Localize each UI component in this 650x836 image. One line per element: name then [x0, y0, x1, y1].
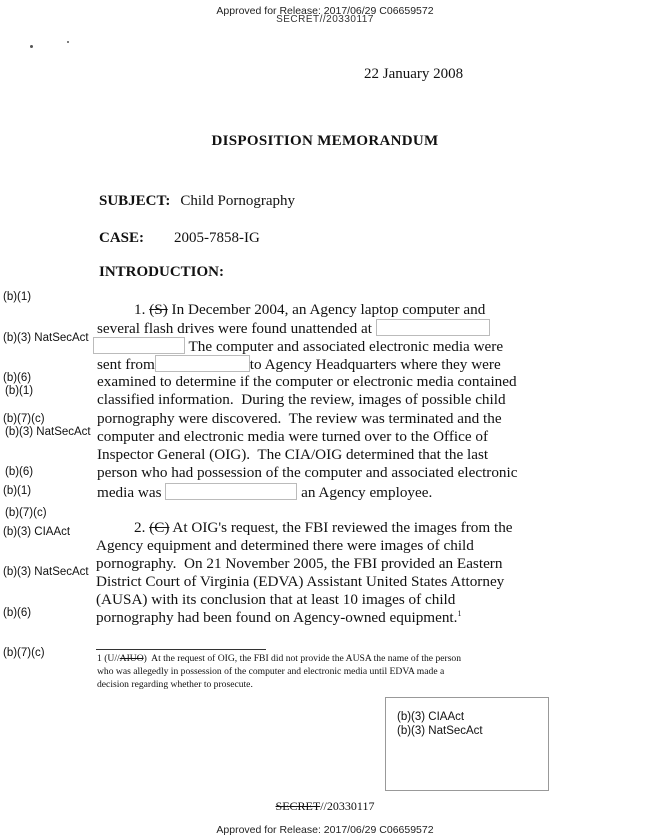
exemption-code: (b)(3) NatSecAct [3, 331, 89, 344]
scan-speck [30, 45, 33, 48]
subject-value: Child Pornography [180, 193, 295, 209]
para1-line: pornography were discovered. The review was terminated and the [97, 410, 502, 427]
para1-line: person who had possession of the computer and associated electronic [97, 464, 518, 481]
memo-title: DISPOSITION MEMORANDUM [211, 133, 439, 149]
exemption-group-3 [3, 458, 89, 674]
case-row [99, 229, 260, 247]
subject-label: SUBJECT: [99, 193, 171, 209]
redaction-box [93, 337, 185, 354]
case-label: CASE: [99, 230, 145, 246]
redaction-box [376, 319, 490, 336]
para2-line: Agency equipment and determined there were images of child [96, 537, 474, 554]
footer-classification: SECRET//20330117 [275, 799, 375, 813]
introduction-heading: INTRODUCTION: [99, 264, 225, 280]
para1-line: examined to determine if the computer or electronic media contained [97, 373, 517, 390]
release-header: Approved for Release: 2017/06/29 C06659572 [216, 5, 434, 17]
para1-line: 1. (S) In December 2004, an Agency laptop computer and [134, 301, 486, 318]
exemption-code: (b)(3) NatSecAct [3, 566, 89, 578]
exemption-code: (b)(1) [3, 291, 32, 303]
exemption-code: (b)(7)(c) [3, 647, 45, 659]
exemption-code: (b)(1) [3, 485, 32, 497]
para2-line: pornography had been found on Agency-owned equipment.$^1$ [96, 609, 462, 627]
para1-line: The computer and associated electronic media were [93, 337, 503, 356]
redaction-box-large [385, 697, 549, 791]
para1-line: classified information. During the review, images of possible child [97, 391, 506, 408]
para1-number: 1. [134, 301, 146, 318]
para2-line: District Court of Virginia (EDVA) Assistant United States Attorney [96, 573, 505, 590]
exemption-code: (b)(6) [3, 372, 32, 384]
para2-number: 2. [134, 519, 146, 536]
subject-row [99, 192, 295, 210]
para1-marking: (S) [149, 301, 168, 318]
box-exemptions: (b)(3) CIAAct (b)(3) NatSecAct [397, 711, 483, 737]
release-footer: Approved for Release: 2017/06/29 C06659572 [216, 824, 434, 836]
footnote-number: 1 [97, 653, 102, 664]
exemption-code: (b)(6) [3, 606, 32, 619]
case-value: 2005-7858-IG [174, 230, 260, 246]
exemption-code: (b)(3) NatSecAct [5, 425, 91, 438]
para2-line: pornography. On 21 November 2005, the FBI provided an Eastern [96, 555, 503, 572]
para1-line: computer and electronic media were turned over to the Office of [97, 428, 489, 445]
para1-line: sent from to Agency Headquarters where they were [97, 356, 501, 373]
exemption-code: (b)(3) CIAAct [3, 525, 71, 538]
footnote-ref: 1 [457, 609, 462, 618]
para2-line: 2. (C) At OIG's request, the FBI reviewed the images from the [134, 519, 513, 536]
classification-header: SECRET//20330117 [276, 14, 374, 25]
para1-line: Inspector General (OIG). The CIA/OIG determined that the last [97, 446, 489, 463]
para1-line: media was an Agency employee. [97, 484, 433, 501]
para2-line: (AUSA) with its conclusion that at least 10 images of child [96, 591, 456, 608]
para2-marking: (C) [149, 519, 170, 536]
exemption-code: (b)(6) [5, 466, 34, 478]
para1-line: several flash drives were found unattended at [97, 319, 490, 338]
redaction-box [165, 483, 297, 500]
footnote: 1 (U//AIUO) At the request of OIG, the FBI did not provide the AUSA the name of the person who was allegedly in possession of the computer and electronic media until EDVA made a decision regarding whether to prosecute. [97, 653, 462, 690]
footnote-rule [96, 649, 266, 650]
exemption-code: (b)(7)(c) [5, 506, 47, 519]
exemption-code: (b)(1) [5, 385, 34, 397]
scan-speck [67, 41, 69, 43]
memo-date: 22 January 2008 [364, 66, 464, 82]
redaction-box [155, 355, 250, 372]
exemption-code: (b)(7)(c) [3, 412, 45, 425]
